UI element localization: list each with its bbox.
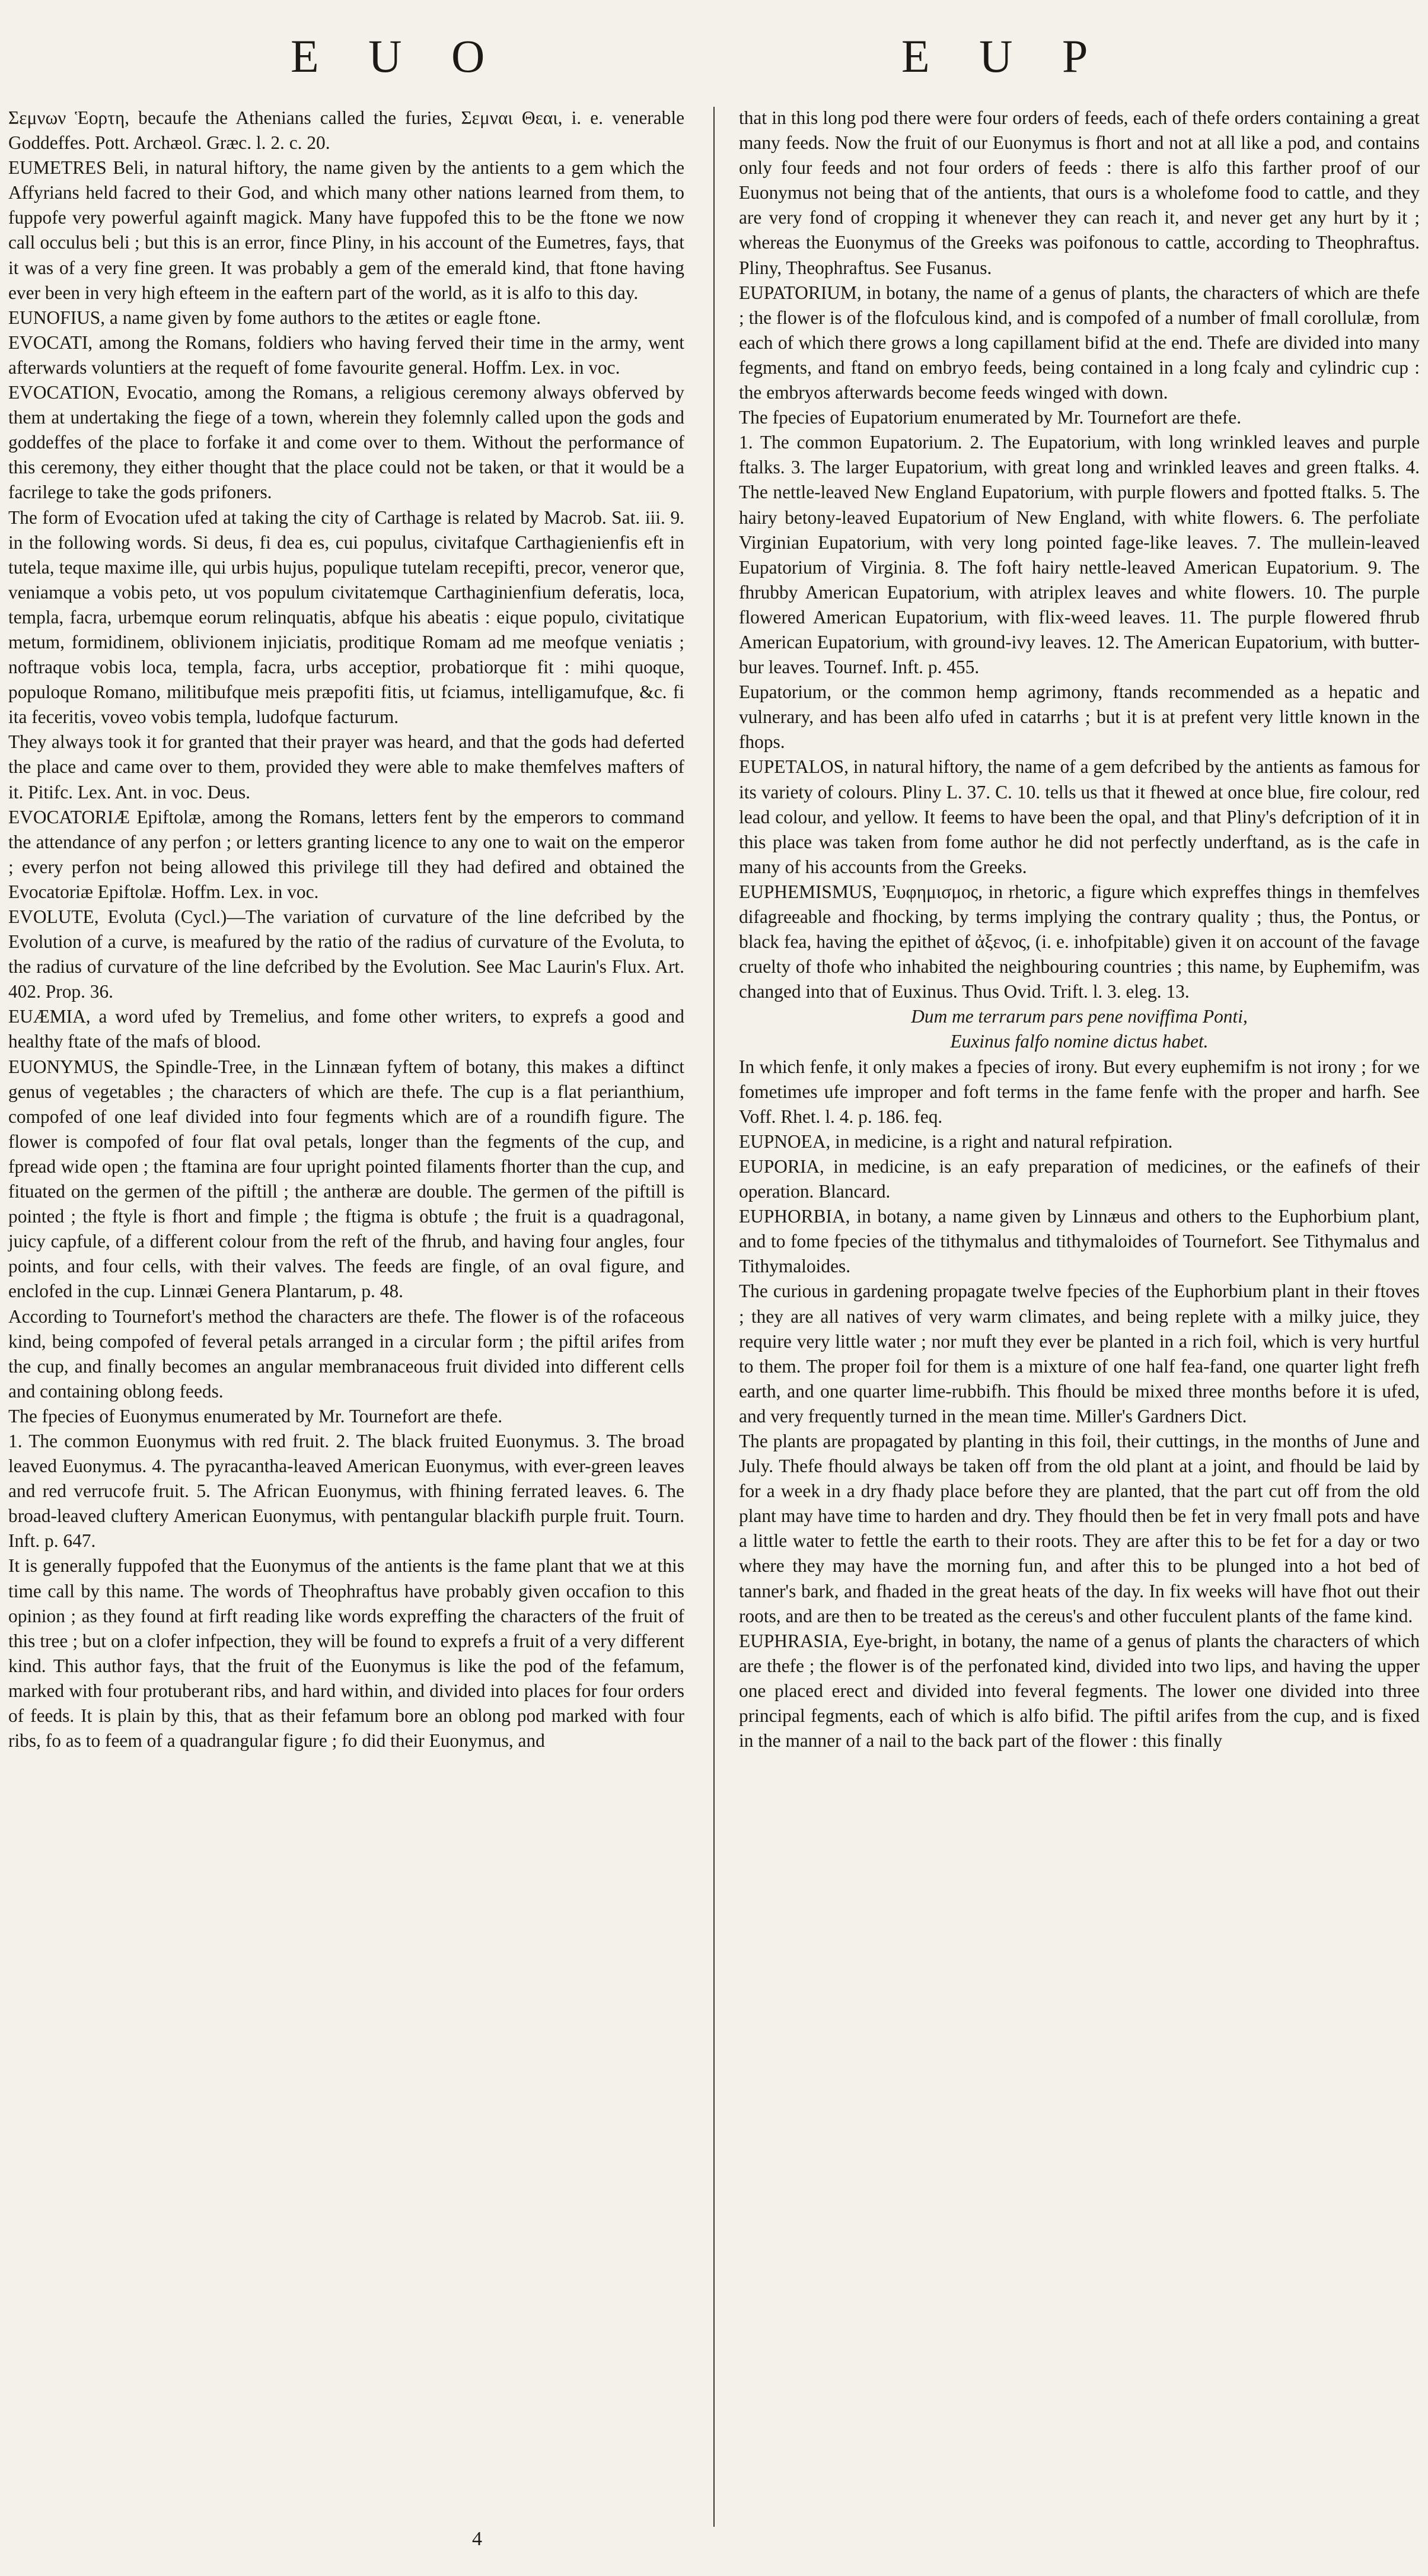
entry-eupatorium: EUPATORIUM, in botany, the name of a genus of plants, the characters of which are thefe ; the flower is of the flofculous kind, and is compofed of a number of fmall corollulæ, from each of which there grows a long capillament bifid at the end. Thefe are divided into many fegments, and ftand on embryo feeds, being contained in a long fcaly and cylindric cup : the embryos afterwards become feeds winged with down.	[739, 282, 1420, 403]
paragraph: They always took it for granted that their prayer was heard, and that the gods had deferted the place and came over to them, provided they were able to make themfelves mafters of it. Pitifc. Lex. Ant. in voc. Deus.	[8, 731, 684, 803]
paragraph: 1. The common Eupatorium. 2. The Eupatorium, with long wrinkled leaves and purple ftalks. 3. The larger Eupatorium, with great long and wrinkled leaves and green ftalks. 4. The nettle-leaved New England Eupatorium, with purple flowers and fpotted ftalks. 5. The hairy betony-leaved Eupatorium of New England, with white flowers. 6. The perfoliate Virginian Eupatorium, with very long pointed fage-like leaves. 7. The mullein-leaved Eupatorium of Virginia. 8. The foft hairy nettle-leaved American Eupatorium. 9. The fhrubby American Eupatorium, with atriplex leaves and white flowers. 10. The purple flowered American Eupatorium, with flix-weed leaves. 11. The purple flowered fhrub American Eupatorium, with ground-ivy leaves. 12. The American Eupatorium, with butter-bur leaves. Tournef. Inft. p. 455.	[739, 432, 1420, 678]
entry-euonymus: EUONYMUS, the Spindle-Tree, in the Linnæan fyftem of botany, this makes a diftinct genus of vegetables ; the characters of which are thefe. The cup is a flat perianthium, compofed of one leaf divided into four fegments which are of a roundifh figure. The flower is compofed of four flat oval petals, longer than the fegments of the cup, and fpread wide open ; the ftamina are four upright pointed filaments fhorter than the cup, and fituated on the germen of the piftill ; the antheræ are double. The germen of the piftill is pointed ; the ftyle is fhort and fimple ; the ftigma is obtufe ; the fruit is a quadragonal, juicy capfule, of a different colour from the reft of the fhrub, and having four angles, four points, and four cells, with their valves. The feeds are fingle, of an oval figure, and enclofed in the cup. Linnæi Genera Plantarum, p. 48.	[8, 1056, 684, 1302]
entry-evocatoriae: EVOCATORIÆ Epiftolæ, among the Romans, letters fent by the emperors to command the attendance of any perfon ; or letters granting licence to any one to wait on the emperor ; every perfon not being allowed this privilege till they had defired and obtained the Evocatoriæ Epiftolæ. Hoffm. Lex. in voc.	[8, 806, 684, 902]
column-divider	[713, 107, 715, 2527]
paragraph: The curious in gardening propagate twelve fpecies of the Euphorbium plant in their ftoves ; they are all natives of very warm climates, and being replete with a milky juice, they require very little water ; nor muft they ever be planted in a rich foil, which is very hurtful to them. The proper foil for them is a mixture of one half fea-fand, one quarter light frefh earth, and one quarter lime-rubbifh. This fhould be mixed three months before it is ufed, and very frequently turned in the mean time. Miller's Gardners Dict.	[739, 1281, 1420, 1426]
verse-line: Dum me terrarum pars pene noviffima Ponti,	[911, 1006, 1248, 1027]
right-column	[739, 106, 1420, 1753]
entry-euporia: EUPORIA, in medicine, is an eafy preparation of medicines, or the eafinefs of their operation. Blancard.	[739, 1155, 1420, 1202]
paragraph: 1. The common Euonymus with red fruit. 2. The black fruited Euonymus. 3. The broad leaved Euonymus. 4. The pyracantha-leaved American Euonymus, with ever-green leaves and red verrucofe fruit. 5. The African Euonymus, with fhining ferrated leaves. 6. The broad-leaved cluftery American Euonymus, with pentangular blackifh purple fruit. Tourn. Inft. p. 647.	[8, 1430, 684, 1552]
entry-euphemismus: EUPHEMISMUS, Ἐυφημισμος, in rhetoric, a figure which expreffes things in themfelves difagreeable and fhocking, by terms implying the contrary quality ; thus, the Pontus, or black fea, having the epithet of ἀξενος, (i. e. inhofpitable) given it on account of the favage cruelty of thofe who inhabited the neighbouring countries ; this name, by Euphemifm, was changed into that of Euxinus. Thus Ovid. Trift. l. 3. eleg. 13.	[739, 881, 1420, 1002]
paragraph: According to Tournefort's method the characters are thefe. The flower is of the rofaceous kind, being compofed of feveral petals arranged in a circular form ; the piftil arifes from the cup, and finally becomes an angular membranaceous fruit divided into different cells and containing oblong feeds.	[8, 1305, 684, 1402]
paragraph: The fpecies of Euonymus enumerated by Mr. Tournefort are thefe.	[8, 1405, 503, 1426]
entry-evolute: EVOLUTE, Evoluta (Cycl.)—The variation of curvature of the line defcribed by the Evolution of a curve, is meafured by the ratio of the radius of curvature of the Evoluta, to the radius of curvature of the line defcribed by the Evolution. See Mac Laurin's Flux. Art. 402. Prop. 36.	[8, 906, 684, 1002]
left-column	[8, 106, 684, 1753]
paragraph: The plants are propagated by planting in this foil, their cuttings, in the months of June and July. Thefe fhould always be taken off from the old plant at a joint, and fhould be laid by for a week in a dry fhady place before they are planted, that the part cut off from the old plant may have time to harden and dry. They fhould then be fet in very fmall pots and have a little water to fettle the earth to their roots. They are after this to be fet for a day or two where they may have the morning fun, and after this to be plunged into a hot bed of tanner's bark, and fhaded in the great heats of the day. In fix weeks will have fhot out their roots, and are then to be treated as the cereus's and other fucculent plants of the fame kind.	[739, 1430, 1420, 1626]
paragraph: In which fenfe, it only makes a fpecies of irony. But every euphemifm is not irony ; for we fometimes ufe improper and foft terms in the fame fenfe with the proper and harfh. See Voff. Rhet. l. 4. p. 186. feq.	[739, 1056, 1420, 1127]
paragraph: The fpecies of Eupatorium enumerated by Mr. Tournefort are thefe.	[739, 407, 1242, 428]
entry-euphorbia: EUPHORBIA, in botany, a name given by Linnæus and others to the Euphorbium plant, and to fome fpecies of the tithymalus and tithymaloides of Tournefort. See Tithymalus and Tithymaloides.	[739, 1206, 1420, 1277]
entry-eunofius: EUNOFIUS, a name given by fome authors to the ætites or eagle ftone.	[8, 307, 541, 328]
paragraph: It is generally fuppofed that the Euonymus of the antients is the fame plant that we at this time call by this name. The words of Theophraftus have probably given occafion to this opinion ; as they found at firft reading like words expreffing the characters of the fruit of this tree ; but on a clofer infpection, they will be found to exprefs a fruit of a very different kind. This author fays, that the fruit of the Euonymus is like the pod of the fefamum, marked with four protuberant ribs, and hard within, and divided into places for four orders of feeds. It is plain by this, that as their fefamum bore an oblong pod marked with four ribs, fo as to feem of a quadrangular figure ; fo did their Euonymus, and	[8, 1555, 684, 1752]
entry-evocation: EVOCATION, Evocatio, among the Romans, a religious ceremony always obferved by them at undertaking the fiege of a town, wherein they folemnly called upon the gods and goddeffes of the place to forfake it and come over to them. Without the performance of this ceremony, they either thought that the place could not be taken, or that it would be a facrilege to take the gods prifoners.	[8, 382, 684, 503]
paragraph: Eupatorium, or the common hemp agrimony, ftands recommended as a hepatic and vulnerary, and has been alfo ufed in catarrhs ; but it is at prefent very little known in the fhops.	[739, 682, 1420, 753]
running-header	[0, 30, 1428, 86]
header-left: E U O	[291, 30, 504, 82]
paragraph: Σεμνων Ἑορτη, becaufe the Athenians called the furies, Σεμναι Θεαι, i. e. venerable Goddeffes. Pott. Archæol. Græc. l. 2. c. 20.	[8, 107, 684, 154]
entry-eumetres: EUMETRES Beli, in natural hiftory, the name given by the antients to a gem which the Affyrians held facred to their God, and which many other nations learned from them, to fuppofe very powerful againft magick. Many have fuppofed this to be the ftone we now call occulus beli ; but this is an error, fince Pliny, in his account of the Eumetres, fays, that it was of a very fine green. It was probably a gem of the emerald kind, that ftone having ever been in very high efteem in the eaftern part of the world, as it is alfo to this day.	[8, 157, 684, 303]
entry-euaemia: EUÆMIA, a word ufed by Tremelius, and fome other writers, to exprefs a good and healthy ftate of the mafs of blood.	[8, 1006, 684, 1052]
entry-euphrasia: EUPHRASIA, Eye-bright, in botany, the name of a genus of plants the characters of which are thefe ; the flower is of the perfonated kind, divided into two lips, and having the upper one placed erect and divided into feveral fegments. The lower one divided into three principal fegments, each of which is alfo bifid. The piftil arifes from the cup, and is fixed in the manner of a nail to the back part of the flower : this finally	[739, 1630, 1420, 1752]
entry-eupetalos: EUPETALOS, in natural hiftory, the name of a gem defcribed by the antients as famous for its variety of colours. Pliny L. 37. C. 10. tells us that it fhewed at once blue, fire colour, red lead colour, and yellow. It feems to have been the opal, and that Pliny's defcription of it in this place was taken from fome author he did not perfectly underftand, as is the cafe in many of his accounts from the Greeks.	[739, 756, 1420, 877]
page-number: 4	[472, 2528, 482, 2550]
header-right: E U P	[901, 30, 1107, 82]
paragraph: The form of Evocation ufed at taking the city of Carthage is related by Macrob. Sat. iii. 9. in the following words. Si deus, fi dea es, cui populus, civitafque Carthagienienfis eft in tutela, teque maxime ille, qui urbis hujus, populique tutelam recepifti, precor, veneror que, veniamque a vobis peto, ut vos populum civitatemque Carthaginienfium deferatis, loca, templa, facra, urbemque eorum relinquatis, abfque his abeatis : eique populo, civitatique metum, formidinem, oblivionem injiciatis, proditique Romam ad me meofque veniatis ; noftraque vobis loca, templa, facra, urbs acceptior, probatiorque fit : mihi quoque, populoque Romano, militibufque meis præpofiti fitis, ut fciamus, intelligamufque, &c. fi ita feceritis, voveo vobis templa, ludofque facturum.	[8, 507, 684, 728]
verse-line: Euxinus falfo nomine dictus habet.	[950, 1031, 1209, 1052]
entry-eupnoea: EUPNOEA, in medicine, is a right and natural refpiration.	[739, 1131, 1173, 1152]
paragraph: that in this long pod there were four orders of feeds, each of thefe orders containing a great many feeds. Now the fruit of our Euonymus is fhort and not at all like a pod, and contains only four feeds and not four orders of feeds : there is alfo this farther proof of our Euonymus not being that of the antients, that ours is a wholefome food to cattle, and they are very fond of cropping it whenever they can reach it, and never get any hurt by it ; whereas the Euonymus of the Greeks was poifonous to cattle, according to Theophraftus. Pliny, Theophraftus. See Fusanus.	[739, 107, 1420, 278]
entry-evocati: EVOCATI, among the Romans, foldiers who having ferved their time in the army, went afterwards voluntiers at the requeft of fome favourite general. Hoffm. Lex. in voc.	[8, 332, 684, 378]
